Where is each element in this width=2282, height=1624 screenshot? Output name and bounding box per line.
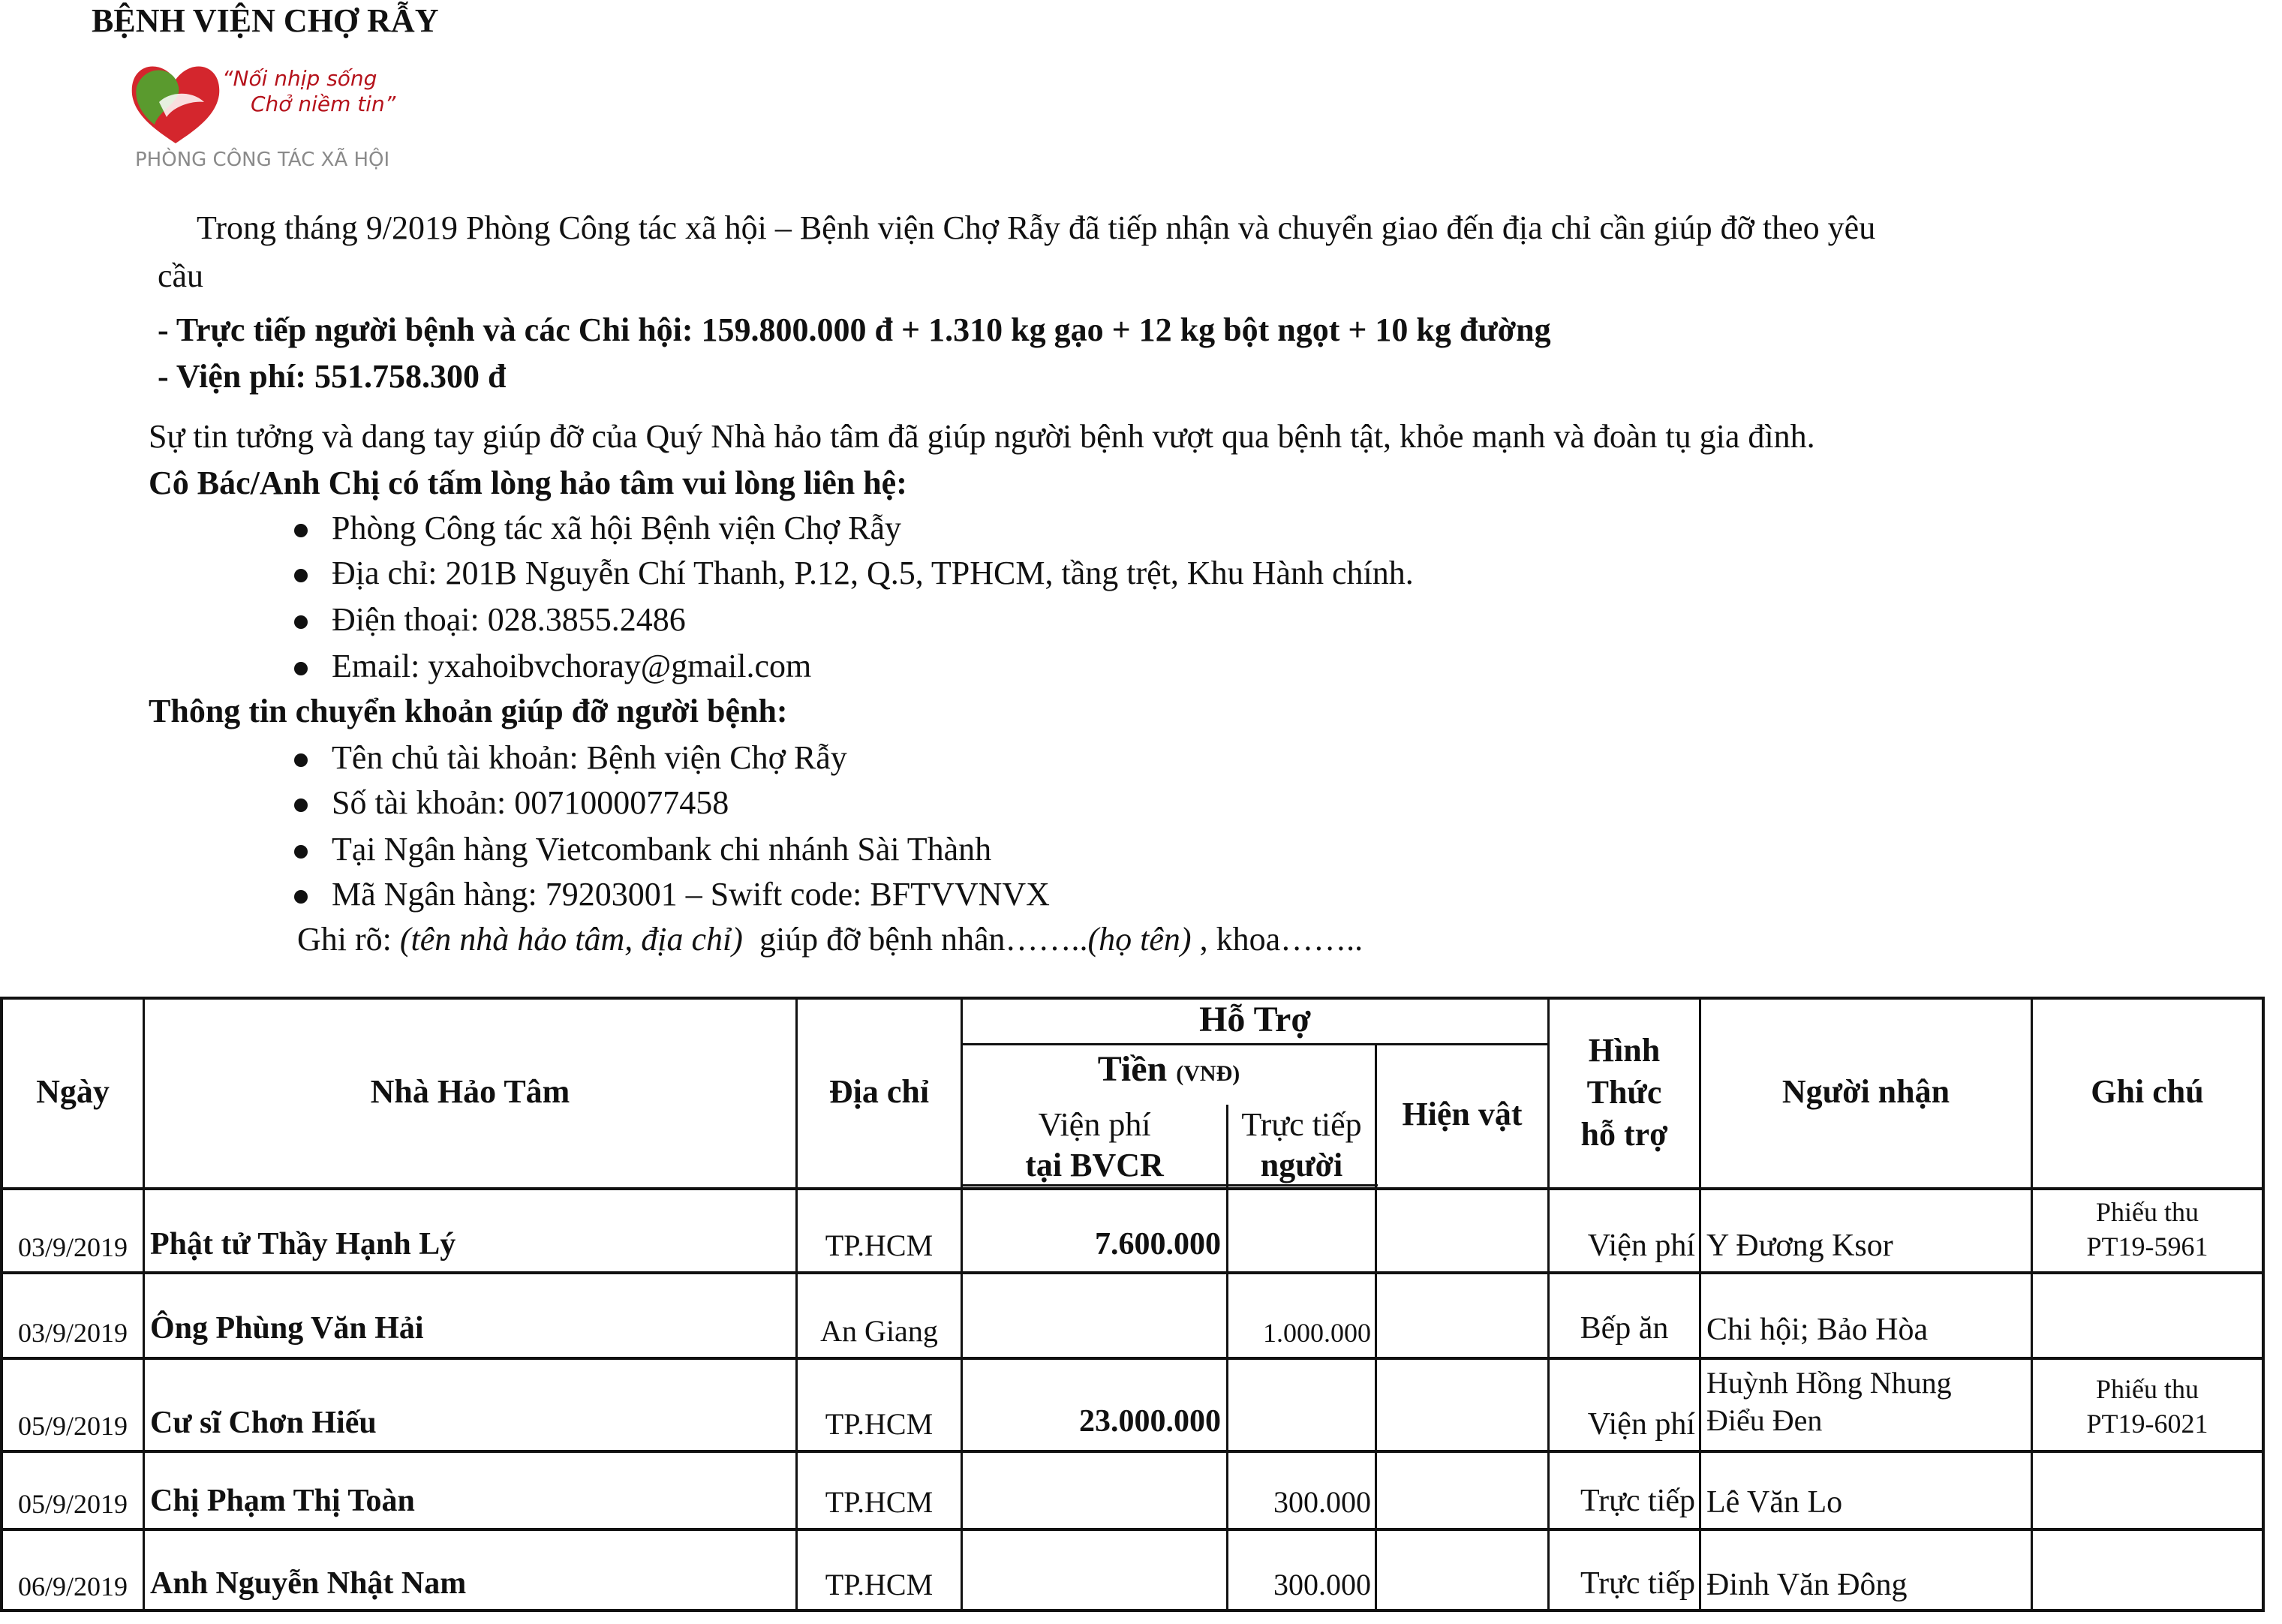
contact-item: Email: yxahoibvchoray@gmail.com: [332, 648, 812, 684]
money-label: Tiền: [1097, 1049, 1168, 1089]
cell-fee: 23.000.000: [1079, 1404, 1221, 1439]
contact-item: Phòng Công tác xã hội Bệnh viện Chợ Rẫy: [332, 510, 901, 546]
contact-item: Điện thoại: 028.3855.2486: [332, 601, 686, 638]
fee-header-line1: Viện phí: [1038, 1106, 1151, 1143]
cell-address: An Giang: [820, 1314, 938, 1348]
col-header-address: Địa chỉ: [828, 1073, 930, 1110]
cell-form: Trực tiếp: [1580, 1566, 1695, 1601]
cell-date: 05/9/2019: [18, 1489, 128, 1519]
slogan-line-2: Chở niềm tin”: [251, 92, 396, 116]
direct-header-line2: người: [1260, 1147, 1343, 1183]
recipient-line2: Điểu Đen: [1706, 1403, 1823, 1437]
col-header-direct: [1228, 1105, 1375, 1186]
hospital-fee-total: - Viện phí: 551.758.300 đ: [158, 358, 507, 395]
cell-donor: Ông Phùng Văn Hải: [150, 1311, 424, 1346]
col-header-recipient: Người nhận: [1781, 1073, 1950, 1110]
hospital-name: BỆNH VIỆN CHỢ RẪY: [92, 2, 439, 39]
note-line2: PT19-5961: [2086, 1232, 2208, 1262]
cell-donor: Phật tử Thầy Hạnh Lý: [150, 1227, 456, 1262]
col-header-hospital-fee: [963, 1105, 1226, 1186]
cell-note: [2033, 1372, 2262, 1441]
fee-header-line2: tại BVCR: [1025, 1147, 1164, 1183]
col-header-support: Hỗ Trợ: [1199, 1000, 1311, 1039]
contact-heading: Cô Bác/Anh Chị có tấm lòng hảo tâm vui lòng liên hệ:: [149, 465, 907, 501]
cell-direct: 300.000: [1273, 1485, 1371, 1519]
bullet-icon: [294, 890, 308, 904]
col-header-form: [1550, 1030, 1699, 1156]
cell-form: Bếp ăn: [1580, 1311, 1669, 1346]
cell-address: TP.HCM: [825, 1485, 934, 1519]
col-header-donor: Nhà Hảo Tâm: [370, 1073, 570, 1110]
direct-header-line1: Trực tiếp: [1241, 1106, 1362, 1143]
note-line2: PT19-6021: [2086, 1409, 2208, 1439]
intro-line-1: Trong tháng 9/2019 Phòng Công tác xã hội – Bệnh viện Chợ Rẫy đã tiếp nhận và chuyển giao đến địa chỉ cần giúp đỡ theo yêu: [197, 209, 1876, 246]
form-header-line2: Thức: [1586, 1074, 1662, 1111]
bullet-icon: [294, 845, 308, 859]
note-suffix: , khoa……..: [1191, 921, 1363, 958]
thanks-text: Sự tin tưởng và dang tay giúp đỡ của Quý Nhà hảo tâm đã giúp người bệnh vượt qua bệnh tật, khỏe mạnh và đoàn tụ gia đình.: [149, 418, 1815, 455]
bullet-icon: [294, 569, 308, 582]
bullet-icon: [294, 753, 308, 767]
transfer-note: [297, 920, 1363, 958]
intro-line-2: cầu: [158, 257, 204, 294]
note-line1: Phiếu thu: [2095, 1374, 2199, 1404]
form-header-line1: Hình: [1588, 1032, 1661, 1069]
cell-date: 06/9/2019: [18, 1571, 128, 1601]
cell-form: Viện phí: [1587, 1407, 1695, 1442]
logo-slogan: [222, 66, 395, 117]
transfer-item: Mã Ngân hàng: 79203001 – Swift code: BFTVVNVX: [332, 876, 1050, 913]
note-italic-1: (tên nhà hảo tâm, địa chỉ): [399, 921, 743, 958]
transfer-item: Tại Ngân hàng Vietcombank chi nhánh Sài Thành: [332, 831, 992, 868]
note-line1: Phiếu thu: [2095, 1197, 2199, 1227]
slogan-line-1: “Nối nhịp sống: [222, 66, 377, 91]
col-header-in-kind: Hiện vật: [1402, 1096, 1523, 1132]
cell-recipient: Chi hội; Bảo Hòa: [1706, 1313, 1929, 1347]
cell-address: TP.HCM: [825, 1229, 934, 1262]
transfer-heading: Thông tin chuyển khoản giúp đỡ người bệnh:: [149, 693, 788, 729]
note-prefix: Ghi rõ:: [297, 921, 400, 958]
cell-recipient: Y Đương Ksor: [1706, 1229, 1893, 1263]
cell-recipient: Đinh Văn Đông: [1706, 1568, 1908, 1602]
heart-logo-icon: [129, 57, 227, 147]
cell-address: TP.HCM: [825, 1568, 934, 1601]
form-header-line3: hỗ trợ: [1580, 1116, 1668, 1153]
cell-address: TP.HCM: [825, 1407, 934, 1441]
cell-form: Viện phí: [1587, 1229, 1695, 1263]
transfer-item: Số tài khoản: 0071000077458: [332, 784, 729, 821]
logo-department: PHÒNG CÔNG TÁC XÃ HỘI: [135, 149, 390, 171]
bullet-icon: [294, 524, 308, 537]
bullet-icon: [294, 662, 308, 675]
cell-recipient: [1706, 1364, 1952, 1439]
col-header-date: Ngày: [36, 1073, 110, 1110]
note-italic-2: (họ tên): [1087, 921, 1192, 958]
department-logo: [129, 57, 444, 181]
direct-support-total: - Trực tiếp người bệnh và các Chi hội: 159.800.000 đ + 1.310 kg gạo + 12 kg bột ngọt + 10 kg đường: [158, 311, 1551, 348]
cell-direct: 300.000: [1273, 1568, 1371, 1601]
contact-item: Địa chỉ: 201B Nguyễn Chí Thanh, P.12, Q.5, TPHCM, tầng trệt, Khu Hành chính.: [332, 555, 1414, 591]
cell-recipient: Lê Văn Lo: [1706, 1485, 1843, 1520]
cell-note: [2033, 1195, 2262, 1264]
money-unit: (VNĐ): [1176, 1061, 1240, 1086]
note-mid: giúp đỡ bệnh nhân……..: [742, 921, 1088, 958]
cell-donor: Cư sĩ Chơn Hiếu: [150, 1406, 377, 1440]
cell-date: 03/9/2019: [18, 1318, 128, 1348]
cell-direct: 1.000.000: [1263, 1318, 1371, 1348]
cell-date: 05/9/2019: [18, 1411, 128, 1441]
cell-donor: Chị Phạm Thị Toàn: [150, 1484, 415, 1518]
bullet-icon: [294, 798, 308, 812]
bullet-icon: [294, 615, 308, 629]
cell-fee: 7.600.000: [1095, 1227, 1221, 1262]
transfer-item: Tên chủ tài khoản: Bệnh viện Chợ Rẫy: [332, 739, 847, 776]
cell-date: 03/9/2019: [18, 1232, 128, 1262]
col-header-note: Ghi chú: [2091, 1073, 2204, 1110]
col-header-money: [963, 1049, 1375, 1094]
donation-table: [0, 997, 2282, 1619]
cell-form: Trực tiếp: [1580, 1484, 1695, 1518]
cell-donor: Anh Nguyễn Nhật Nam: [150, 1566, 467, 1601]
recipient-line1: Huỳnh Hồng Nhung: [1706, 1366, 1952, 1400]
